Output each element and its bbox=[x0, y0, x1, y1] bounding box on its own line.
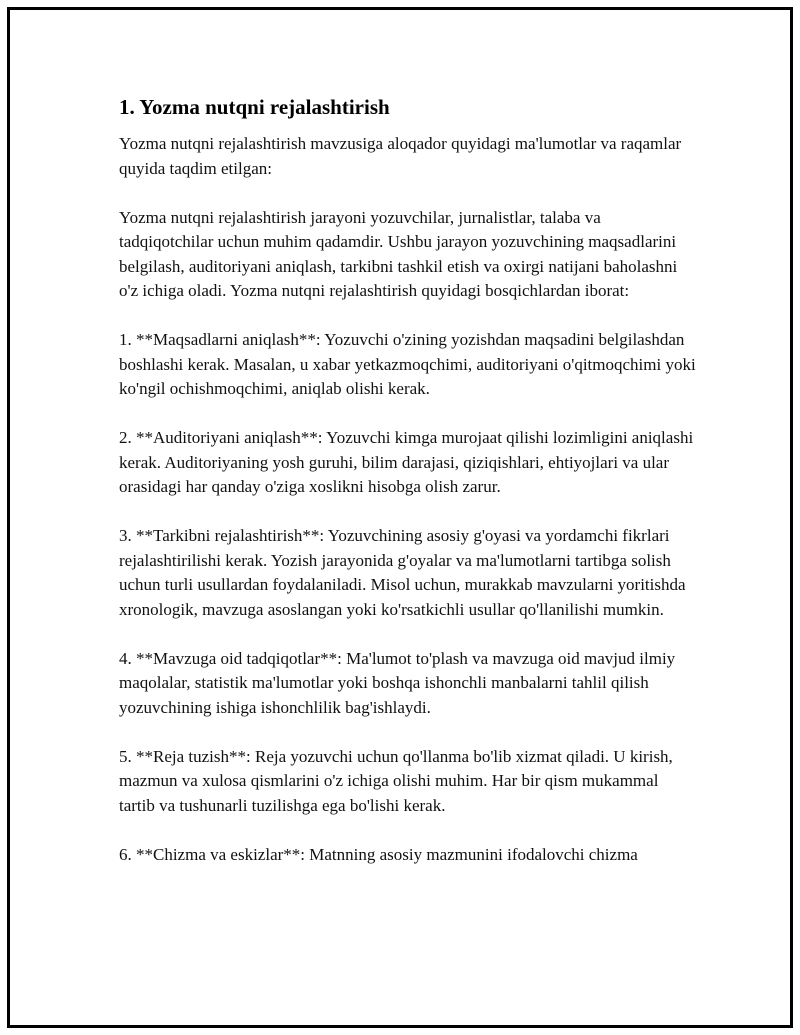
page-frame bbox=[7, 7, 793, 1028]
step-paragraph-5: 5. **Reja tuzish**: Reja yozuvchi uchun qo'llanma bo'lib xizmat qiladi. U kirish, mazmun va xulosa qismlarini o'z ichiga olishi muhim. Har bir qism mukammal tartib va tushunarli tuzilishga ega bo'lishi kerak. bbox=[119, 746, 673, 815]
step-paragraph-3: 3. **Tarkibni rejalashtirish**: Yozuvchining asosiy g'oyasi va yordamchi fikrlari rejalashtirilishi kerak. Yozish jarayonida g'oyalar va ma'lumotlarni tartibga solish uchun turli usullardan foydalaniladi. Misol uchun, murakkab mavzularni yoritishda xronologik, mavzuga asoslangan yoki ko'rsatkichli usullar qo'llanilishi mumkin. bbox=[119, 526, 686, 619]
intro-paragraph: Yozma nutqni rejalashtirish mavzusiga aloqador quyidagi ma'lumotlar va raqamlar quyida taqdim etilgan: bbox=[119, 134, 682, 178]
step-paragraph-2: 2. **Auditoriyani aniqlash**: Yozuvchi kimga murojaat qilishi lozimligini aniqlashi kerak. Auditoriyaning yosh guruhi, bilim darajasi, qiziqishlari, ehtiyojlari va ular orasidagi har qanday o'ziga xoslikni hisobga olish zarur. bbox=[119, 428, 694, 496]
step-paragraph-1: 1. **Maqsadlarni aniqlash**: Yozuvchi o'zining yozishdan maqsadini belgilashdan boshlashi kerak. Masalan, u xabar yetkazmoqchimi, auditoriyani o'qitmoqchimi yoki ko'ngil ochishmoqchimi, aniqlab olishi kerak. bbox=[119, 330, 696, 398]
document-body bbox=[119, 93, 697, 892]
overview-paragraph: Yozma nutqni rejalashtirish jarayoni yozuvchilar, jurnalistlar, talaba va tadqiqotchilar uchun muhim qadamdir. Ushbu jarayon yozuvchining maqsadlarini belgilash, auditoriyani aniqlash, tarkibni tashkil etish va oxirgi natijani baholashni o'z ichiga oladi. Yozma nutqni rejalashtirish quyidagi bosqichlardan iborat: bbox=[119, 207, 678, 300]
step-paragraph-4: 4. **Mavzuga oid tadqiqotlar**: Ma'lumot to'plash va mavzuga oid mavjud ilmiy maqolalar, statistik ma'lumotlar yoki boshqa ishonchli manbalarni tahlil qilish yozuvchining ishiga ishonchlilik bag'ishlaydi. bbox=[119, 648, 676, 717]
section-heading: 1. Yozma nutqni rejalashtirish bbox=[119, 95, 390, 119]
step-paragraph-6: 6. **Chizma va eskizlar**: Matnning asosiy mazmunini ifodalovchi chizma bbox=[119, 844, 638, 864]
